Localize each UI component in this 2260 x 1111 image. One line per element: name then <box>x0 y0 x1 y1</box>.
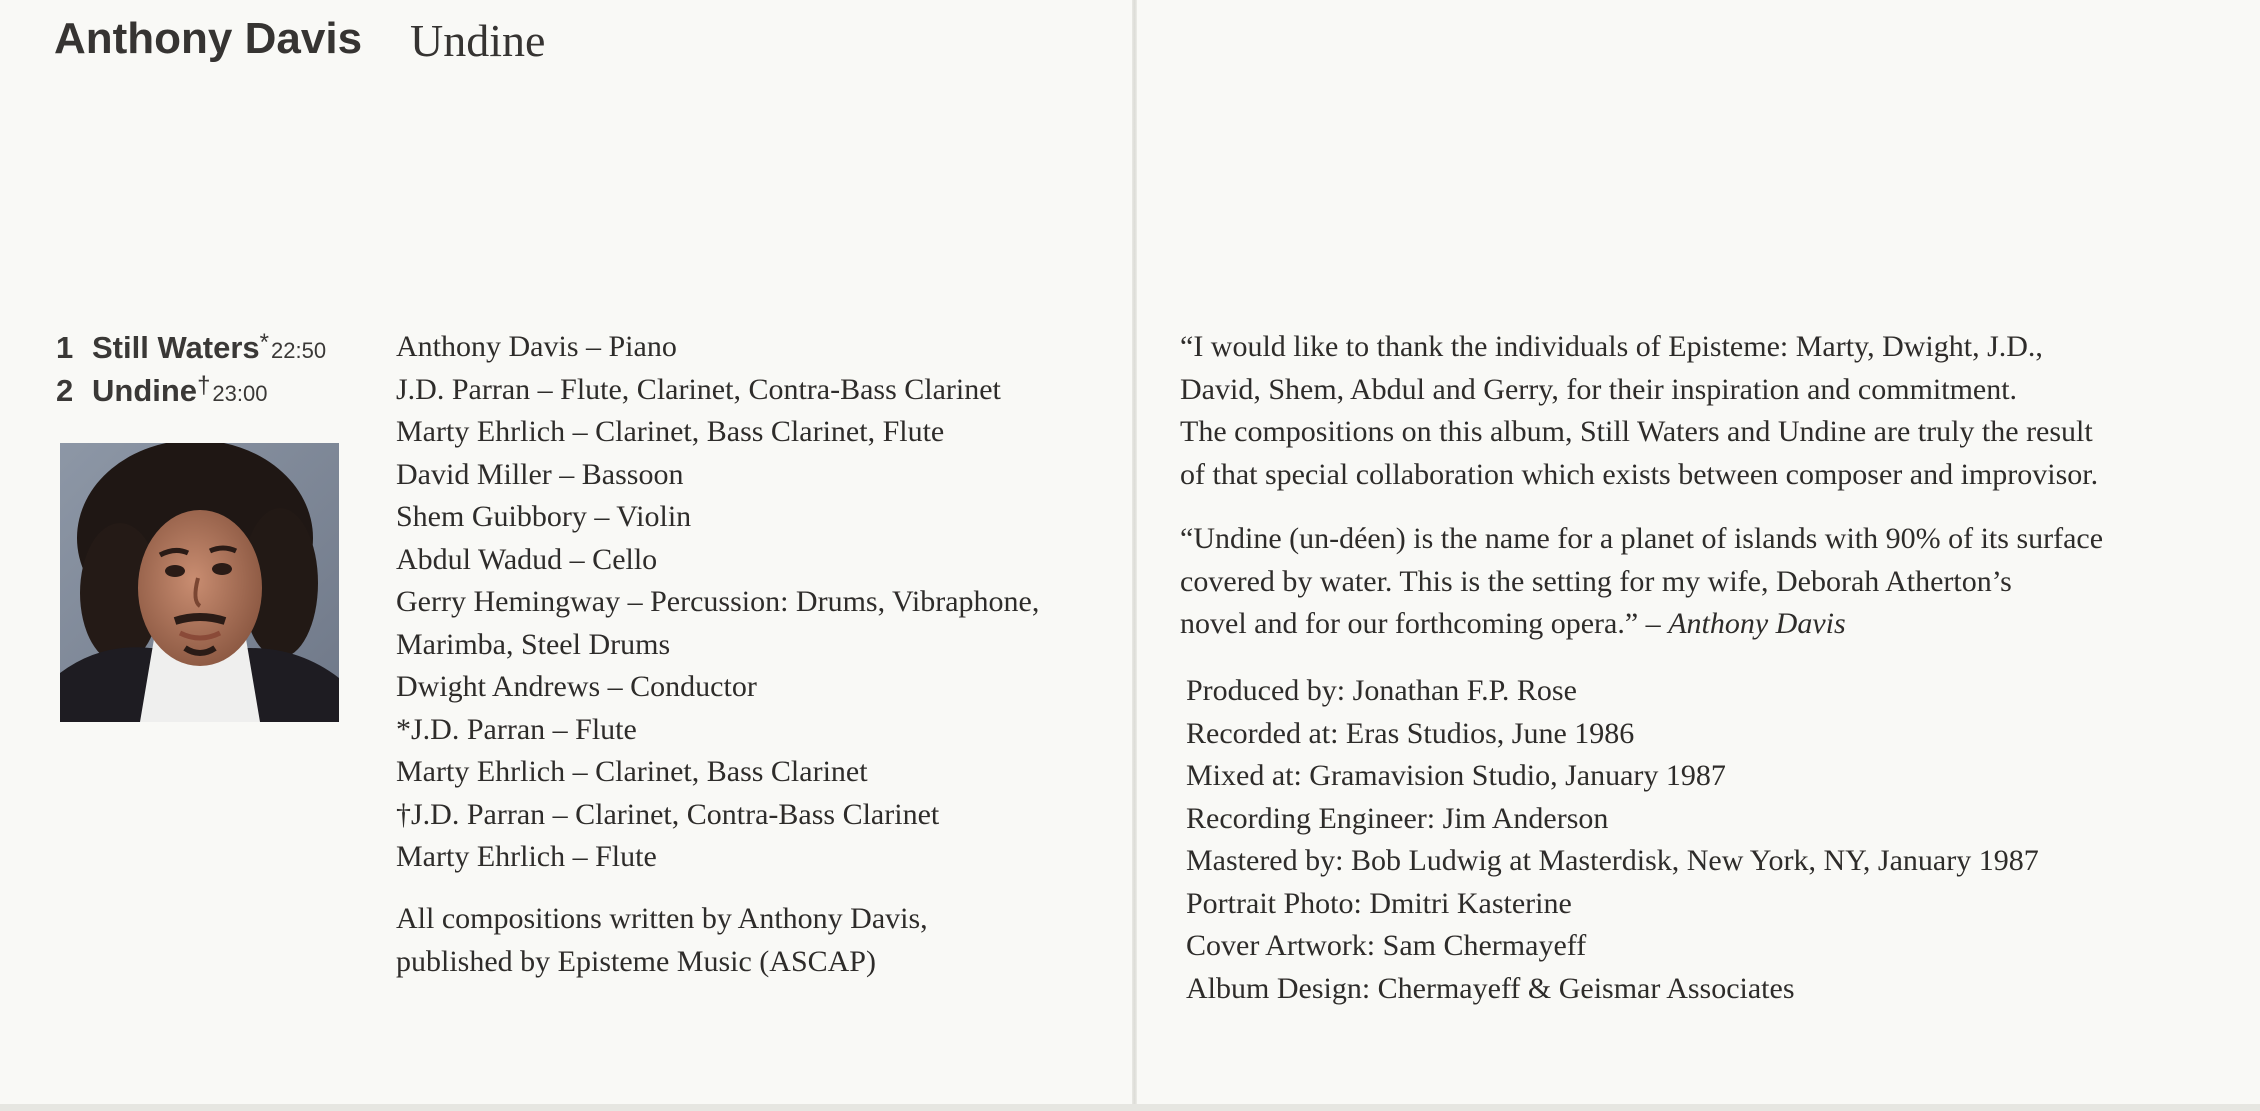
credit-line: Portrait Photo: Dmitri Kasterine <box>1186 886 1572 920</box>
credit-line: Recording Engineer: Jim Anderson <box>1186 801 1609 835</box>
portrait-illustration <box>60 443 339 722</box>
quote-line: “I would like to thank the individuals of Episteme: Marty, Dwight, J.D., <box>1180 330 2043 363</box>
credit-line: Mixed at: Gramavision Studio, January 1987 <box>1186 759 1726 792</box>
quote-text: novel and for our forthcoming opera.” – <box>1180 607 1669 640</box>
personnel-line: Marty Ehrlich – Clarinet, Bass Clarinet <box>396 755 868 788</box>
credit-line: Album Design: Chermayeff & Geismar Associates <box>1186 971 1795 1005</box>
quote-line: David, Shem, Abdul and Gerry, for their inspiration and commitment. <box>1180 372 2018 406</box>
production-credits <box>1186 670 2039 1010</box>
quote-line: The compositions on this album, Still Waters and Undine are truly the result <box>1180 415 2093 448</box>
credit-line: Recorded at: Eras Studios, June 1986 <box>1186 716 1635 750</box>
credit-line: Cover Artwork: Sam Chermayeff <box>1186 929 1587 962</box>
track-item <box>56 326 326 369</box>
personnel-line: Gerry Hemingway – Percussion: Drums, Vibraphone, <box>396 585 1040 618</box>
personnel-line: †J.D. Parran – Clarinet, Contra-Bass Clarinet <box>396 797 940 831</box>
personnel-line: Anthony Davis – Piano <box>396 330 677 363</box>
personnel-line: *J.D. Parran – Flute <box>396 712 637 746</box>
track-item <box>56 369 326 412</box>
personnel-line: Shem Guibbory – Violin <box>396 500 692 533</box>
quote-line: “Undine (un-déen) is the name for a planet of islands with 90% of its surface <box>1180 522 2104 555</box>
thanks-quote <box>1180 326 2098 496</box>
artist-name: Anthony Davis <box>54 14 363 63</box>
track-footnote-mark: * <box>259 329 270 356</box>
track-list <box>56 326 326 412</box>
album-title: Undine <box>410 15 546 66</box>
undine-quote <box>1180 518 2103 646</box>
bottom-edge <box>0 1104 2260 1111</box>
credit-line: Produced by: Jonathan F.P. Rose <box>1186 674 1577 707</box>
quote-signature: Anthony Davis <box>1668 607 1846 640</box>
compositions-note-line: published by Episteme Music (ASCAP) <box>396 944 876 978</box>
portrait-photo <box>60 443 339 722</box>
personnel-line: Marty Ehrlich – Clarinet, Bass Clarinet, Flute <box>396 415 945 448</box>
personnel-list <box>396 326 1039 879</box>
track-title: Undine <box>92 373 198 408</box>
compositions-note <box>396 898 928 983</box>
personnel-line: Abdul Wadud – Cello <box>396 542 658 576</box>
track-footnote-mark: † <box>197 372 211 399</box>
quote-line-last <box>1180 603 2103 646</box>
personnel-line: J.D. Parran – Flute, Clarinet, Contra-Bass Clarinet <box>396 372 1001 406</box>
credit-line: Mastered by: Bob Ludwig at Masterdisk, New York, NY, January 1987 <box>1186 844 2039 877</box>
personnel-line: Marty Ehrlich – Flute <box>396 840 657 873</box>
compositions-note-line: All compositions written by Anthony Davis, <box>396 902 928 935</box>
personnel-line: Marimba, Steel Drums <box>396 627 671 661</box>
track-title: Still Waters <box>92 330 260 365</box>
track-duration: 23:00 <box>212 381 268 406</box>
track-number: 1 <box>56 330 74 365</box>
quote-line: of that special collaboration which exists between composer and improvisor. <box>1180 457 2099 491</box>
quote-line: covered by water. This is the setting for my wife, Deborah Atherton’s <box>1180 564 2012 598</box>
track-duration: 22:50 <box>271 338 327 363</box>
track-number: 2 <box>56 373 74 408</box>
personnel-line: Dwight Andrews – Conductor <box>396 670 757 703</box>
personnel-line: David Miller – Bassoon <box>396 457 684 491</box>
